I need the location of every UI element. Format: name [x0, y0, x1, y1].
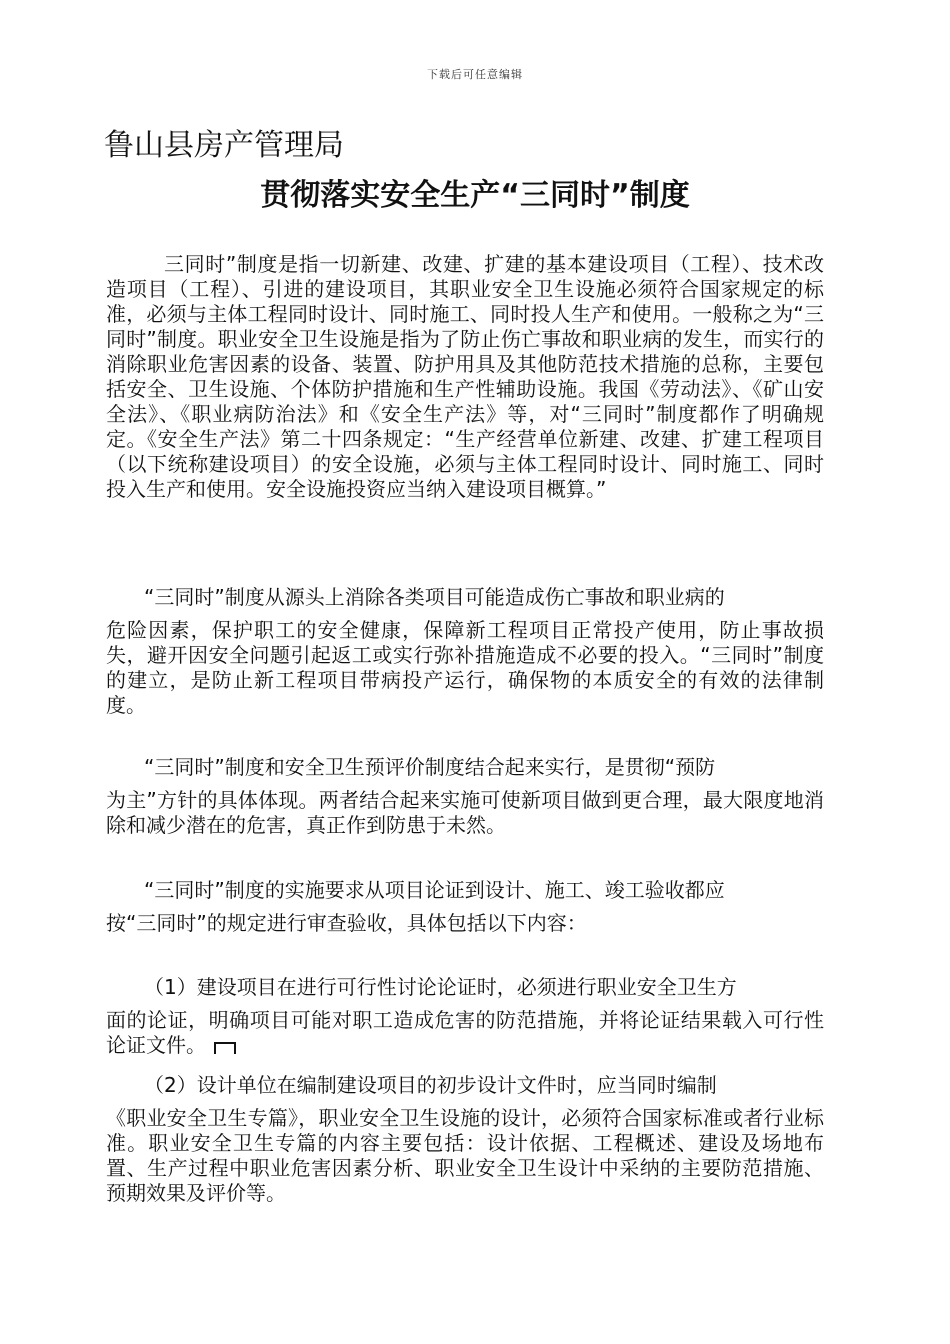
paragraph-2 [106, 585, 824, 718]
paragraph-6 [106, 1073, 824, 1206]
paragraph-3-lead: “三同时”制度和安全卫生预评价制度结合起来实行，是贯彻“预防 [144, 755, 716, 779]
paragraph-4 [106, 878, 824, 936]
document-title: 贯彻落实安全生产“三同时”制度 [260, 178, 690, 213]
paragraph-5-body: 面的论证，明确项目可能对职工造成危害的防范措施，并将论证结果载入可行性论证文件。 [106, 1008, 824, 1057]
paragraph-6-lead: （2）设计单位在编制建设项目的初步设计文件时，应当同时编制 [144, 1073, 717, 1097]
paragraph-6-body: 《职业安全卫生专篇》，职业安全卫生设施的设计，必须符合国家标准或者行业标准。职业安全卫生专篇的内容主要包括：设计依据、工程概述、建设及场地布置、生产过程中职业危害因素分析、职业安全卫生设计中采纳的主要防范措施、预期效果及评价等。 [106, 1106, 824, 1205]
organization-name: 鲁山县房产管理局 [104, 128, 344, 163]
paragraph-1-text: 三同时”制度是指一切新建、改建、扩建的基本建设项目（工程）、技术改造项目（工程）、引进的建设项目，其职业安全卫生设施必须符合国家规定的标准，必须与主体工程同时设计、同时施工、同时投人生产和使用。一般称之为“三同时”制度。职业安全卫生设施是指为了防止伤亡事故和职业病的发生，而实行的消除职业危害因素的设备、装置、防护用具及其他防范技术措施的总称，主要包括安全、卫生设施、个体防护措施和生产性辅助设施。我国《劳动法》、《矿山安全法》、《职业病防治法》和《安全生产法》等，对“三同时”制度都作了明确规定。《安全生产法》第二十四条规定：“生产经营单位新建、改建、扩建工程项目（以下统称建设项目）的安全设施，必须与主体工程同时设计、同时施工、同时投入生产和使用。安全设施投资应当纳入建设项目概算。” [106, 252, 824, 501]
paragraph-3-body: 为主”方针的具体体现。两者结合起来实施可使新项目做到更合理，最大限度地消除和减少潜在的危害，真正作到防患于未然。 [106, 788, 824, 837]
paragraph-5 [106, 975, 824, 1058]
page-header-note: 下载后可任意编辑 [427, 68, 523, 81]
paragraph-2-lead: “三同时”制度从源头上消除各类项目可能造成伤亡事故和职业病的 [144, 585, 725, 609]
paragraph-2-body: 危险因素，保护职工的安全健康，保障新工程项目正常投产使用，防止事故损失，避开因安全问题引起返工或实行弥补措施造成不必要的投入。“三同时”制度的建立，是防止新工程项目带病投产运行，确保物的本质安全的有效的法律制度。 [106, 618, 824, 717]
paragraph-1 [106, 252, 824, 502]
paragraph-4-lead: “三同时”制度的实施要求从项目论证到设计、施工、竣工验收都应 [144, 878, 725, 902]
paragraph-4-body: 按“三同时”的规定进行审查验收，具体包括以下内容： [106, 911, 587, 935]
edit-mark-icon [214, 1042, 236, 1054]
paragraph-3 [106, 755, 824, 838]
paragraph-5-lead: （1）建设项目在进行可行性讨论论证时，必须进行职业安全卫生方 [144, 975, 737, 999]
